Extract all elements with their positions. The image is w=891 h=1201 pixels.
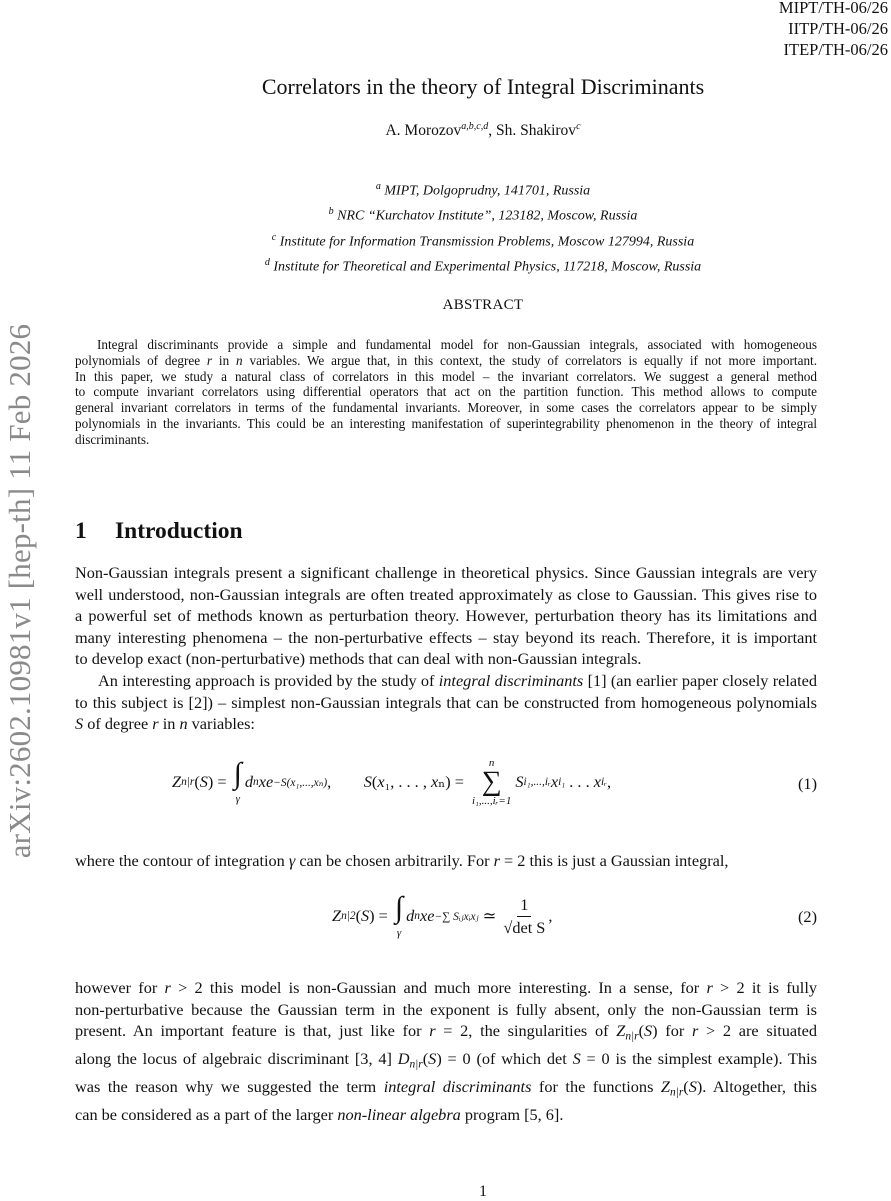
author-separator: , — [488, 122, 496, 140]
page-number: 1 — [479, 1183, 487, 1200]
text-run: Integral discriminants provide a simple and fundamental model for non-Gaussian integrals, associated with homogeneous — [97, 337, 817, 352]
affiliation-marks: a,b,c,d — [461, 121, 489, 132]
numerator: 1 — [517, 895, 531, 917]
text-run: ( — [194, 772, 200, 791]
superscript: −∑ Sᵢⱼxᵢxⱼ — [434, 911, 479, 923]
text-run: integral discriminants — [383, 1077, 532, 1097]
paper-title: Correlators in the theory of Integral Discriminants — [261, 74, 705, 99]
text-run: variables: — [187, 714, 255, 734]
affiliation-text: MIPT, Dolgoprudny, 141701, Russia — [384, 183, 591, 199]
equation-2 — [332, 893, 552, 939]
text-line — [75, 1020, 817, 1048]
section-heading — [75, 518, 243, 545]
text-run: An interesting approach is provided by the study of — [98, 670, 439, 690]
text-run: [1] (an earlier paper closely related — [583, 670, 818, 690]
text-run: = 2, the singularities of — [435, 1021, 617, 1041]
author-list — [0, 121, 891, 140]
text-run: ) for — [652, 1021, 692, 1041]
report-numbers — [779, 0, 888, 60]
text-run: many interesting phenomena – the non-perturbative effects – stay beyond its reach. Therefore, it is important — [75, 627, 817, 647]
text-run: to this subject is [2]) – simplest non-Gaussian integrals that can be constructed from homogeneous polynomials — [75, 692, 817, 712]
text-run: polynomials in the invariants. This could be an interesting manifestation of superintegrability phenomenon in the theory of integral — [75, 415, 817, 431]
text-run: however for — [75, 978, 165, 997]
text-line — [75, 416, 817, 432]
superscript: n — [414, 910, 420, 922]
text-line — [75, 562, 817, 584]
text-line — [75, 648, 817, 670]
affiliation-text: Institute for Information Transmission Problems, Moscow 127994, Russia — [279, 234, 695, 250]
intro-text — [75, 850, 817, 872]
text-run: S — [515, 772, 524, 791]
text-run: in — [212, 352, 237, 368]
integral-sign: ∫ — [394, 891, 404, 924]
text-run: Z — [660, 1077, 670, 1097]
text-run: S — [644, 1021, 653, 1041]
text-line — [75, 713, 817, 735]
subscript: n|2 — [341, 910, 356, 922]
affiliation-list — [0, 177, 891, 279]
text-run: > 2 are situated — [698, 1021, 817, 1041]
text-run: ( — [371, 772, 378, 791]
section-number: 1 — [75, 518, 87, 544]
text-run: , — [327, 772, 364, 791]
text-run: ₙ) = — [438, 772, 468, 791]
text-run: for the functions — [531, 1077, 661, 1097]
text-run: r — [206, 352, 213, 368]
integral-contour: γ — [235, 793, 240, 805]
affiliation-text: Institute for Theoretical and Experimental Physics, 117218, Moscow, Russia — [273, 260, 702, 276]
text-run: r — [706, 978, 713, 997]
text-run: in — [158, 714, 180, 734]
text-run: program [5, 6]. — [460, 1105, 564, 1125]
affiliation-text: NRC “Kurchatov Institute”, 123182, Moscow, Russia — [337, 209, 638, 225]
text-run: , — [548, 906, 553, 925]
affiliation — [0, 253, 891, 278]
text-line — [75, 432, 817, 448]
text-run: Z — [332, 906, 342, 925]
fraction — [503, 895, 545, 938]
text-line — [75, 400, 817, 416]
subscript: i₁,...,iᵣ — [523, 776, 551, 788]
arxiv-stamp: arXiv:2602.10981v1 [hep-th] 11 Feb 2026 — [2, 323, 37, 859]
integral-contour: γ — [396, 927, 402, 939]
intro-paragraphs — [75, 562, 817, 735]
text-line — [75, 850, 817, 872]
superscript: n — [253, 776, 259, 788]
text-run: d — [406, 906, 415, 925]
text-run: S — [572, 1049, 581, 1069]
text-run: x — [430, 772, 439, 791]
text-line — [75, 384, 817, 400]
text-line — [75, 627, 817, 649]
affiliation-mark: d — [264, 257, 270, 269]
text-run: ( — [422, 1049, 429, 1069]
text-run: = 2 this is just a Gaussian integral, — [499, 851, 729, 870]
text-line — [75, 584, 817, 606]
text-run: x — [377, 772, 385, 791]
text-run: ( — [355, 906, 362, 925]
text-line — [75, 692, 817, 714]
subscript: n|r — [625, 1030, 639, 1043]
text-run: where the contour of integration — [75, 851, 289, 870]
affiliation-mark: b — [328, 206, 334, 218]
text-run: S — [361, 906, 370, 925]
text-run: γ — [288, 851, 296, 870]
subscript: n|r — [409, 1058, 423, 1071]
text-run: well understood, non-Gaussian integrals are often treated approximately as close to Gaussian. This gives rise to — [75, 584, 817, 604]
text-run: x — [593, 772, 601, 791]
text-run: ₁, . . . , — [384, 772, 431, 791]
text-run: S — [688, 1077, 697, 1097]
text-run: r — [493, 851, 500, 870]
text-line — [75, 369, 817, 385]
text-run: discriminants. — [75, 431, 150, 447]
abstract-body — [75, 337, 817, 448]
text-line — [75, 337, 817, 353]
text-run: can be considered as a part of the larger — [75, 1105, 338, 1125]
text-run: r — [164, 978, 171, 997]
text-run: ≃ — [478, 906, 501, 925]
text-run: n — [179, 714, 188, 734]
abstract-heading: ABSTRACT — [442, 297, 524, 313]
author-name: A. Morozov — [385, 122, 462, 140]
text-run: Non-Gaussian integrals present a significant challenge in theoretical physics. Since Gaussian integrals are very — [75, 563, 817, 582]
text-run: , — [606, 772, 612, 791]
text-run: non-linear algebra — [337, 1105, 461, 1125]
text-run: variables. We argue that, in this context, the study of correlators is equally if not more important. — [242, 352, 817, 368]
text-line — [75, 1048, 817, 1076]
report-number: IITP/TH-06/26 — [788, 19, 888, 38]
text-run: n — [236, 352, 243, 368]
report-number: MIPT/TH-06/26 — [778, 0, 888, 17]
text-run: integral discriminants — [438, 670, 584, 690]
text-run: xe — [258, 772, 274, 791]
text-run: = 0 is the simplest example). This — [580, 1049, 817, 1069]
text-line — [75, 605, 817, 627]
text-run: to develop exact (non-perturbative) methods that can deal with non-Gaussian integrals. — [75, 649, 642, 669]
text-run: Z — [616, 1021, 626, 1041]
author-name: Sh. Shakirov — [495, 122, 577, 140]
text-run: r — [152, 714, 159, 734]
text-run: d — [244, 772, 254, 791]
text-run: S — [75, 714, 84, 734]
integral-sign: ∫ — [233, 757, 242, 790]
equation-number: (2) — [798, 907, 817, 926]
text-run: x — [550, 772, 559, 791]
intro-paragraphs-continued — [75, 977, 817, 1126]
text-run: a powerful set of methods known as perturbation theory. However, perturbation theory has its limitations and — [75, 606, 817, 626]
text-run: > 2 it is fully — [712, 978, 817, 997]
equation-number: (1) — [798, 774, 817, 793]
text-run: to compute invariant correlators using differential operators that act on the partition function. This method allows to compute — [75, 384, 817, 400]
text-run: xe — [419, 906, 435, 925]
text-run: D — [397, 1049, 410, 1069]
text-run: ) = 0 (of which det — [436, 1049, 573, 1069]
text-line — [75, 1076, 817, 1104]
sum-lower-limit: i₁,...,iᵣ=1 — [472, 795, 512, 807]
text-line — [75, 1104, 817, 1126]
text-run: along the locus of algebraic discriminant [3, 4] — [75, 1049, 398, 1069]
subscript: iᵣ — [600, 776, 607, 788]
integral — [234, 759, 242, 805]
subscript: n|r — [181, 776, 195, 788]
text-line — [75, 353, 817, 369]
text-line — [75, 670, 817, 692]
text-run: > 2 this model is non-Gaussian and much more interesting. In a sense, for — [170, 978, 707, 997]
text-run: . . . — [565, 772, 594, 791]
text-run: r — [691, 1021, 699, 1041]
text-run: ) = — [369, 906, 392, 925]
superscript: −S(x₁,...,xₙ) — [273, 777, 328, 789]
text-run: polynomials of degree — [75, 352, 207, 368]
subscript: n|r — [669, 1086, 684, 1099]
subscript: i₁ — [558, 776, 566, 788]
affiliation-marks: c — [576, 121, 581, 132]
text-run: of degree — [83, 714, 153, 734]
text-line — [75, 977, 817, 999]
text-line — [75, 999, 817, 1021]
section-title: Introduction — [115, 518, 243, 544]
text-run: was the reason why we suggested the term — [75, 1077, 384, 1097]
report-number: ITEP/TH-06/26 — [783, 40, 888, 59]
affiliation — [0, 228, 891, 253]
text-run: In this paper, we study a natural class of correlators in this model – the invariant correlators. We suggest a general method — [75, 368, 817, 384]
sum-sign: ∑ — [481, 766, 502, 797]
integral — [395, 893, 403, 939]
affiliation — [0, 202, 891, 227]
text-run: can be chosen arbitrarily. For — [295, 851, 494, 870]
text-run: non-perturbative because the Gaussian term in the exponent is fully absent, only the non-Gaussian term is — [75, 999, 817, 1019]
text-run: S — [428, 1049, 437, 1069]
text-run: present. An important feature is that, just like for — [75, 1021, 430, 1041]
text-run: ( — [683, 1077, 689, 1097]
affiliation-mark: a — [375, 181, 381, 192]
affiliation-mark: c — [271, 231, 277, 243]
text-run: general invariant correlators in terms of the fundamental invariants. Moreover, in some cases the correlators appear to be simply — [75, 400, 817, 416]
denominator: √det S — [503, 917, 546, 937]
summation — [472, 757, 511, 807]
text-run: S — [199, 772, 208, 791]
text-run: ( — [638, 1021, 645, 1041]
text-run: S — [363, 772, 372, 791]
text-run: ) = — [207, 772, 231, 791]
sum-upper-limit: n — [488, 757, 495, 769]
affiliation — [0, 177, 891, 202]
text-run: ). Altogether, this — [696, 1077, 817, 1097]
text-run: r — [429, 1021, 436, 1041]
equation-1 — [172, 757, 611, 807]
text-run: Z — [172, 772, 182, 791]
